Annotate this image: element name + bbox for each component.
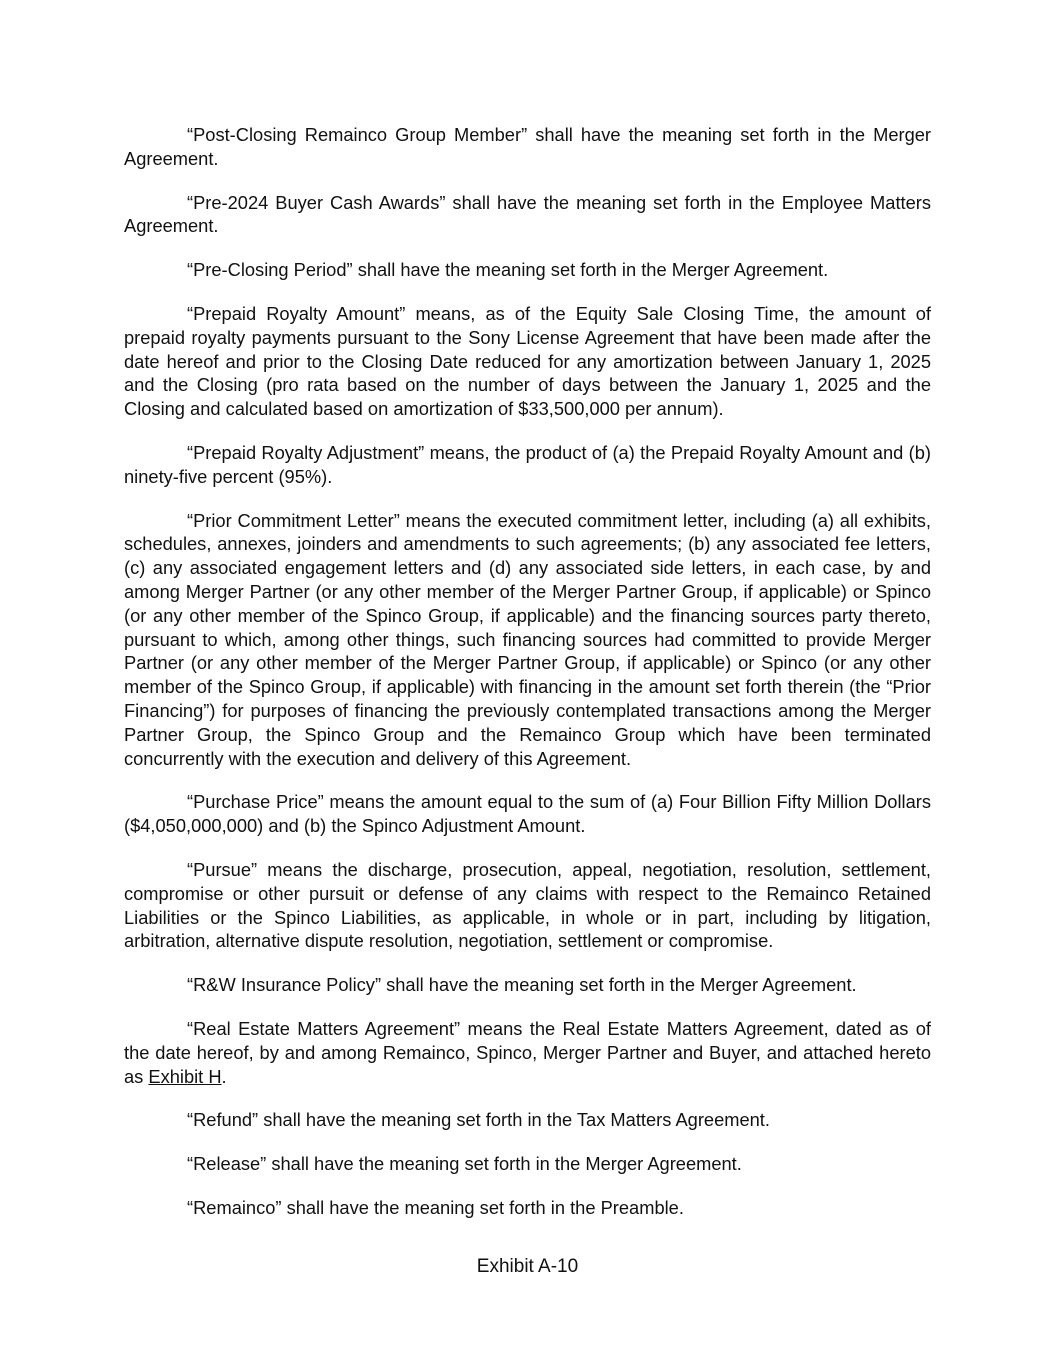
definition-text: shall have the meaning set forth in the Tax Matters Agreement. [258, 1109, 770, 1131]
defined-term: R&W Insurance Policy [193, 974, 375, 996]
definition-real-estate-matters-agreement: “Real Estate Matters Agreement” means the Real Estate Matters Agreement, dated as of the date hereof, by and among Remainco, Spinco, Merger Partner and Buyer, and attached hereto as Exhibit H. [124, 1017, 931, 1087]
definition-remainco: “Remainco” shall have the meaning set forth in the Preamble. [187, 1196, 684, 1218]
definition-text-tail: . [221, 1065, 227, 1087]
definition-rw-insurance-policy: “R&W Insurance Policy” shall have the meaning set forth in the Merger Agreement. [187, 974, 857, 996]
defined-term: Prior Commitment Letter [193, 509, 394, 531]
definition-pre-closing-period: “Pre-Closing Period” shall have the meaning set forth in the Merger Agreement. [187, 259, 829, 281]
definition-prepaid-royalty-adjustment: “Prepaid Royalty Adjustment” means, the product of (a) the Prepaid Royalty Amount and (b) ninety-five percent (95%). [124, 441, 931, 487]
definition-text: means the executed commitment letter, including (a) all exhibits, schedules, annexes, joinders and amendments to such agreements; (b) any associated fee letters, (c) any associated engagement letters and (d) any associated side letters, in each case, by and among Merger Partner (or any other member of the Merger Partner Group, if applicable) or Spinco (or any other member of the Spinco Group, if applicable) and the financing sources party thereto, pursuant to which, among other things, such financing sources had committed to provide Merger Partner (or any other member of the Merger Partner Group, if applicable) or Spinco (or any other member of the Spinco Group, if applicable) with financing in the amount set forth therein (the “Prior Financing”) for purposes of financing the previously contemplated transactions among the Merger Partner Group, the Spinco Group and the Remainco Group which have been terminated concurrently with the execution and delivery of this Agreement. [124, 509, 931, 769]
definition-release: “Release” shall have the meaning set forth in the Merger Agreement. [187, 1153, 742, 1175]
defined-term: Pre-Closing Period [193, 259, 347, 281]
page-footer: Exhibit A-10 [476, 1256, 579, 1277]
definition-text: shall have the meaning set forth in the Merger Agreement. [124, 124, 932, 169]
definition-refund: “Refund” shall have the meaning set forth in the Tax Matters Agreement. [187, 1109, 770, 1131]
defined-term: Prepaid Royalty Adjustment [193, 441, 419, 463]
defined-term: Remainco [193, 1196, 276, 1218]
defined-term: Post-Closing Remainco Group Member [193, 124, 522, 145]
definition-text: means the Real Estate Matters Agreement, dated as of the date hereof, by and among Remainco, Spinco, Merger Partner and Buyer, and attached hereto as [124, 1017, 931, 1087]
definition-post-closing-remainco-group-member: “Post-Closing Remainco Group Member” shall have the meaning set forth in the Merger Agreement. [124, 124, 932, 169]
definition-prepaid-royalty-amount: “Prepaid Royalty Amount” means, as of the Equity Sale Closing Time, the amount of prepaid royalty payments pursuant to the Sony License Agreement that have been made after the date hereof and prior to the Closing Date reduced for any amortization between January 1, 2025 and the Closing (pro rata based on the number of days between the January 1, 2025 and the Closing and calculated based on amortization of $33,500,000 per annum). [124, 302, 931, 420]
definition-pursue: “Pursue” means the discharge, prosecution, appeal, negotiation, resolution, settlement, compromise or other pursuit or defense of any claims with respect to the Remainco Retained Liabilities or the Spinco Liabilities, as applicable, in whole or in part, including by litigation, arbitration, alternative dispute resolution, negotiation, settlement or compromise. [124, 858, 931, 952]
definition-text: means the discharge, prosecution, appeal, negotiation, resolution, settlement, compromise or other pursuit or defense of any claims with respect to the Remainco Retained Liabilities or the Spinco Liabilities, as applicable, in whole or in part, including by litigation, arbitration, alternative dispute resolution, negotiation, settlement or compromise. [124, 858, 931, 952]
definition-text: means, as of the Equity Sale Closing Time, the amount of prepaid royalty payments pursuant to the Sony License Agreement that have been made after the date hereof and prior to the Closing Date reduced for any amortization between January 1, 2025 and the Closing (pro rata based on the number of days between the January 1, 2025 and the Closing and calculated based on amortization of $33,500,000 per annum). [124, 302, 931, 420]
definition-prior-commitment-letter: “Prior Commitment Letter” means the executed commitment letter, including (a) all exhibits, schedules, annexes, joinders and amendments to such agreements; (b) any associated fee letters, (c) any associated engagement letters and (d) any associated side letters, in each case, by and among Merger Partner (or any other member of the Merger Partner Group, if applicable) or Spinco (or any other member of the Spinco Group, if applicable) and the financing sources party thereto, pursuant to which, among other things, such financing sources had committed to provide Merger Partner (or any other member of the Merger Partner Group, if applicable) or Spinco (or any other member of the Spinco Group, if applicable) with financing in the amount set forth therein (the “Prior Financing”) for purposes of financing the previously contemplated transactions among the Merger Partner Group, the Spinco Group and the Remainco Group which have been terminated concurrently with the execution and delivery of this Agreement. [124, 509, 931, 769]
definition-text: shall have the meaning set forth in the Merger Agreement. [266, 1153, 742, 1175]
definition-text: means, the product of (a) the Prepaid Royalty Amount and (b) ninety-five percent (95%). [124, 441, 931, 487]
defined-term: Purchase Price [193, 791, 318, 813]
definition-text: shall have the meaning set forth in the Merger Agreement. [352, 259, 829, 281]
definition-purchase-price: “Purchase Price” means the amount equal to the sum of (a) Four Billion Fifty Million Dollars ($4,050,000,000) and (b) the Spinco Adjustment Amount. [124, 791, 931, 837]
defined-term: Pursue [193, 858, 252, 880]
definition-pre-2024-buyer-cash-awards: “Pre-2024 Buyer Cash Awards” shall have the meaning set forth in the Employee Matters Agreement. [124, 191, 932, 237]
defined-term: Real Estate Matters Agreement [193, 1017, 455, 1039]
document-body [124, 123, 931, 1240]
defined-term: Release [193, 1153, 261, 1175]
definition-text: means the amount equal to the sum of (a) Four Billion Fifty Million Dollars ($4,050,000,000) and (b) the Spinco Adjustment Amount. [124, 791, 931, 837]
defined-term: Prepaid Royalty Amount [193, 302, 400, 324]
definition-text: shall have the meaning set forth in the Merger Agreement. [381, 974, 857, 996]
defined-term: Pre-2024 Buyer Cash Awards [193, 191, 440, 213]
defined-term: Refund [193, 1109, 253, 1131]
exhibit-h-link[interactable]: Exhibit H [148, 1065, 222, 1087]
definition-text: shall have the meaning set forth in the Preamble. [281, 1196, 684, 1218]
definition-text: shall have the meaning set forth in the Employee Matters Agreement. [124, 191, 932, 237]
